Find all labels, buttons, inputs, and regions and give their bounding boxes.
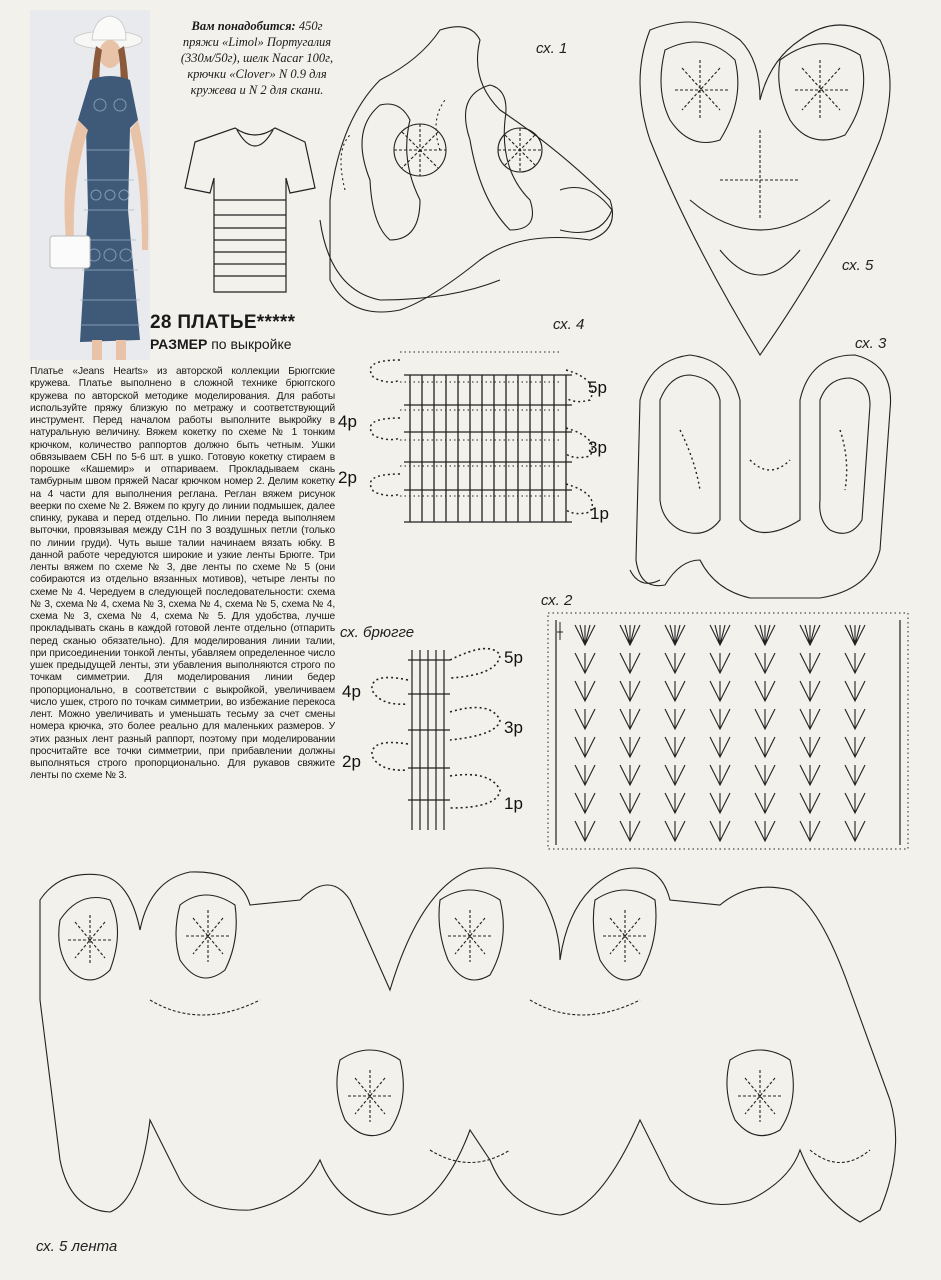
- bruges-row-2-label: 2р: [342, 752, 361, 771]
- bruges-row-1-label: 1р: [504, 794, 523, 813]
- article-title-box: [150, 312, 340, 362]
- materials-block: [172, 18, 342, 98]
- bruges-diagram: [372, 649, 500, 830]
- scheme-2-diagram: [548, 613, 908, 849]
- scheme-4-label: сх. 4: [553, 316, 585, 333]
- instructions-text: Платье «Jeans Hearts» из авторской коллекции Брюггские кружева. Платье выполнено в сложной технике брюггского кружева по авторской методике моделирования. Для работы используйте пряжу близкую по метражу и соответствующий инструмент. Перед началом работы выполните выкройку в натуральную величину. Вяжем кокетку по схеме № 1 тонким крючком, количество раппортов должно быть четным. Ушки обвязываем СБН по 5-6 шт. в ушко. Готовую кокетку стираем в порошке «Кашемир» и отпариваем. Прокладываем скань тамбурным швом пряжей Nacar крючком номер 2. Делим кокетку на 4 части для выполнения реглана. Реглан вяжем рисунок веерки по схеме № 2. Вяжем по кругу до линии подмышек, далее спинку, рукава и перед отдельно. По линии переда выполняем выточки, провязывая между С1Н по 3 воздушных петли (только по линии груди). Чуть выше талии начинаем вязать юбку. В данной работе чередуются широкие и узкие ленты Брюгге. Три ленты вяжем по схеме № 3, две ленты по схеме № 5 (они собираются из отдельно вязанных мотивов), четыре ленты по схеме № 4. Чередуем в следующей последовательности: схема № 3, схема № 4, схема № 3, схема № 4, схема № 5, схема № 4, схема № 3, схема № 4, схема № 5. Для удобства, лучше прокладывать скань в каждой готовой ленте отдельно (отпарить перед сканью обязательно). Для моделирования линии талии, при присоединении тонкой ленты, убавляем определенное число ушек предыдущей ленты, эти убавления выполняются строго по точкам симметрии. Для моделирования линии бедер пропорционально, в соответствии с выкройкой, увеличиваем число ушек, строго по точкам симметрии, во избежание перекоса лент. Можно увеличивать и уменьшать тесьму за счет смены номера крючка, это более реально для маленьких размеров. У этих разных лент разный раппорт, поэтому при моделировании просчитайте все точки симметрии, при прибавлении должны выполняться строго пропорционально. Для рукавов свяжите ленты по схеме № 3.: [30, 366, 335, 782]
- size-label: РАЗМЕР: [150, 336, 208, 352]
- scheme-1-diagram: [320, 27, 613, 312]
- scheme-3-label: сх. 3: [855, 335, 887, 352]
- s4-row-3-label: 3р: [588, 438, 607, 457]
- scheme-5-diagram: [640, 22, 890, 355]
- bruges-row-4-label: 4р: [342, 682, 361, 701]
- article-title: 28 ПЛАТЬЕ*****: [150, 312, 296, 333]
- size-line: [150, 336, 340, 352]
- scheme-5-band-label: сх. 5 лента: [36, 1238, 118, 1255]
- materials-lead: Вам понадобится:: [191, 19, 296, 33]
- s4-row-5-label: 5р: [588, 378, 607, 397]
- s4-row-2-label: 2р: [338, 468, 357, 487]
- s4-row-1-label: 1р: [590, 504, 609, 523]
- size-value: по выкройке: [211, 336, 292, 352]
- scheme-1-label: сх. 1: [536, 40, 568, 57]
- model-photo: [30, 10, 150, 360]
- bruges-row-5-label: 5р: [504, 648, 523, 667]
- scheme-bruges-label: сх. брюгге: [340, 624, 415, 641]
- scheme-5-band-diagram: [40, 868, 896, 1222]
- scheme-4-diagram: [370, 352, 592, 522]
- scheme-3-diagram: [630, 355, 891, 598]
- scheme-2-label: сх. 2: [541, 592, 573, 609]
- bruges-row-3-label: 3р: [504, 718, 523, 737]
- s4-row-4-label: 4р: [338, 412, 357, 431]
- materials-text: 450г пряжи «Limol» Португалия (330м/50г), шелк Nacar 100г, крючки «Clover» N 0.9 для кружева и N 2 для скани.: [180, 19, 334, 97]
- scheme-5-label: сх. 5: [842, 257, 874, 274]
